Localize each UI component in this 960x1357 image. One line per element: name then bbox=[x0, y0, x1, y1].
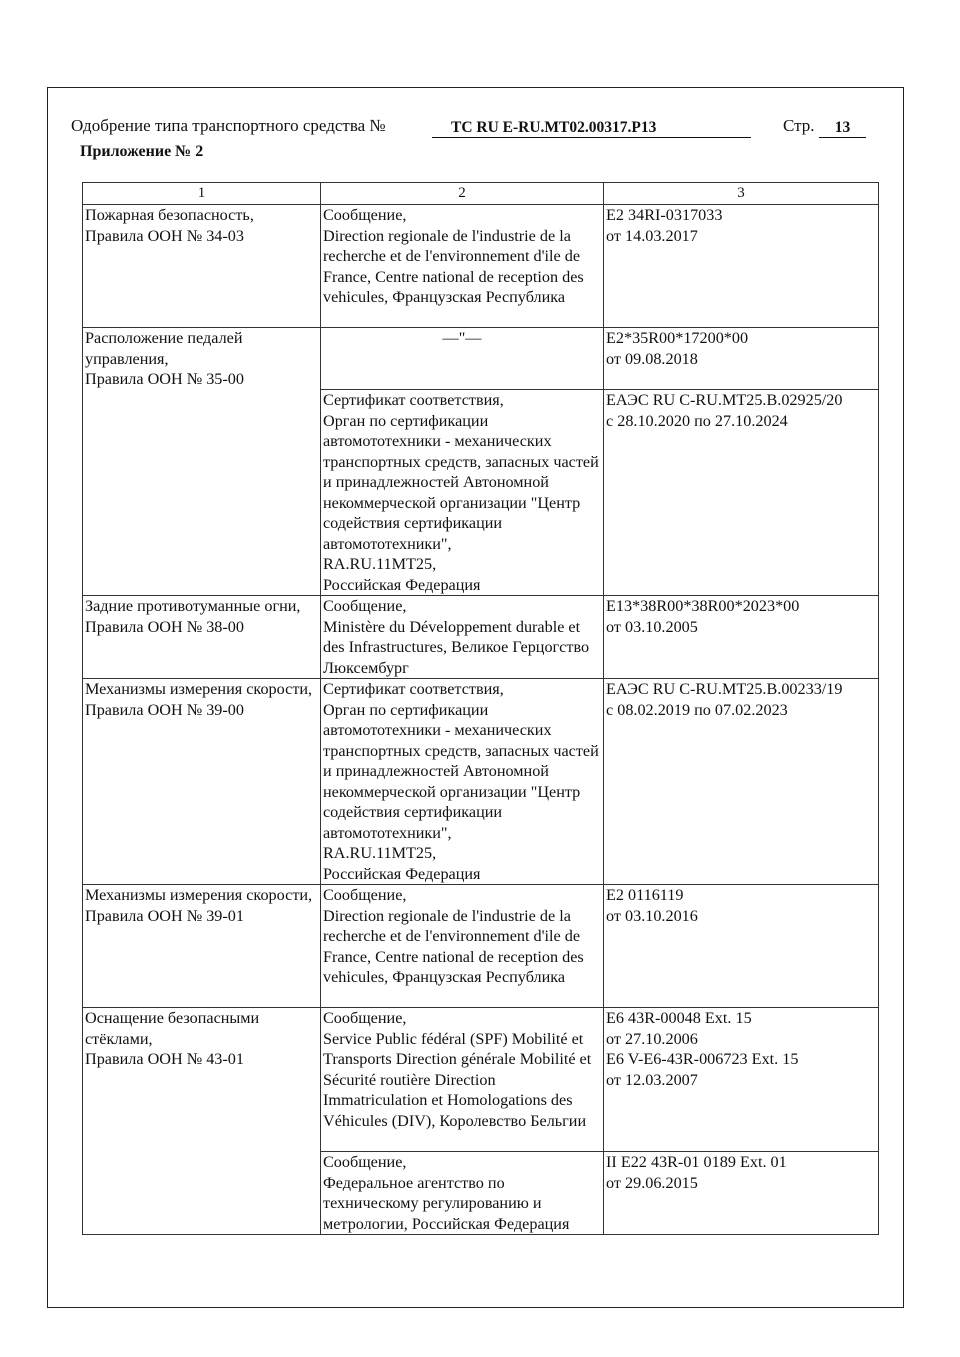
column-header: 3 bbox=[604, 183, 879, 205]
header-title: Одобрение типа транспортного средства № bbox=[71, 116, 386, 135]
approval-cell: E6 43R-00048 Ext. 15 от 27.10.2006 E6 V-E6-43R-006723 Ext. 15 от 12.03.2007 bbox=[604, 1008, 879, 1152]
document-cell: Сертификат соответствия, Орган по сертификации автомототехники - механических транспортных средств, запасных частей и принадлежностей Автономной некоммерческой организации "Центр содействия сертификации автомототехники", RA.RU.11МТ25, Российская Федерация bbox=[321, 679, 604, 885]
page-label: Стр. bbox=[783, 116, 815, 135]
approval-number: ТС RU E-RU.MT02.00317.P13 bbox=[432, 119, 751, 138]
approval-cell: E2 0116119 от 03.10.2016 bbox=[604, 885, 879, 1008]
requirement-cell: Пожарная безопасность, Правила ООН № 34-03 bbox=[83, 205, 321, 328]
approval-cell: ЕАЭС RU C-RU.MT25.B.02925/20 с 28.10.2020 по 27.10.2024 bbox=[604, 390, 879, 596]
requirement-cell: Механизмы измерения скорости, Правила ООН № 39-01 bbox=[83, 885, 321, 1008]
table-row bbox=[83, 1008, 879, 1152]
table-row bbox=[83, 885, 879, 1008]
document-cell: Сообщение, Direction regionale de l'industrie de la recherche et de l'environnement d'ile de France, Centre national de reception des vehicules, Французская Республика bbox=[321, 885, 604, 1008]
approvals-table bbox=[82, 182, 879, 1235]
table-row bbox=[83, 205, 879, 328]
page-number: 13 bbox=[819, 119, 866, 138]
requirement-cell: Механизмы измерения скорости, Правила ООН № 39-00 bbox=[83, 679, 321, 885]
approval-cell: E13*38R00*38R00*2023*00 от 03.10.2005 bbox=[604, 596, 879, 679]
requirement-cell: Задние противотуманные огни, Правила ООН № 38-00 bbox=[83, 596, 321, 679]
approval-cell: E2*35R00*17200*00 от 09.08.2018 bbox=[604, 328, 879, 390]
document-cell: Сообщение, Direction regionale de l'industrie de la recherche et de l'environnement d'ile de France, Centre national de reception des vehicules, Французская Республика bbox=[321, 205, 604, 328]
document-cell: —"— bbox=[321, 328, 604, 390]
document-cell: Сообщение, Федеральное агентство по техническому регулированию и метрологии, Российская Федерация bbox=[321, 1152, 604, 1235]
document-cell: Сертификат соответствия, Орган по сертификации автомототехники - механических транспортных средств, запасных частей и принадлежностей Автономной некоммерческой организации "Центр содействия сертификации автомототехники", RA.RU.11МТ25, Российская Федерация bbox=[321, 390, 604, 596]
approval-cell: E2 34RI-0317033 от 14.03.2017 bbox=[604, 205, 879, 328]
table-row bbox=[83, 596, 879, 679]
document-cell: Сообщение, Service Public fédéral (SPF) Mobilité et Transports Direction générale Mobilité et Sécurité routière Direction Immatriculation et Homologations des Véhicules (DIV), Королевство Бельгии bbox=[321, 1008, 604, 1152]
requirement-cell: Оснащение безопасными стёклами, Правила ООН № 43-01 bbox=[83, 1008, 321, 1235]
table-row bbox=[83, 679, 879, 885]
table-header-row bbox=[83, 183, 879, 205]
document-cell: Сообщение, Ministère du Développement durable et des Infrastructures, Великое Герцогство Люксембург bbox=[321, 596, 604, 679]
requirement-cell: Расположение педалей управления, Правила ООН № 35-00 bbox=[83, 328, 321, 596]
annex-title: Приложение № 2 bbox=[80, 143, 204, 160]
table-row bbox=[83, 328, 879, 390]
approval-cell: II E22 43R-01 0189 Ext. 01 от 29.06.2015 bbox=[604, 1152, 879, 1235]
approval-cell: ЕАЭС RU C-RU.MT25.B.00233/19 с 08.02.2019 по 07.02.2023 bbox=[604, 679, 879, 885]
column-header: 1 bbox=[83, 183, 321, 205]
column-header: 2 bbox=[321, 183, 604, 205]
